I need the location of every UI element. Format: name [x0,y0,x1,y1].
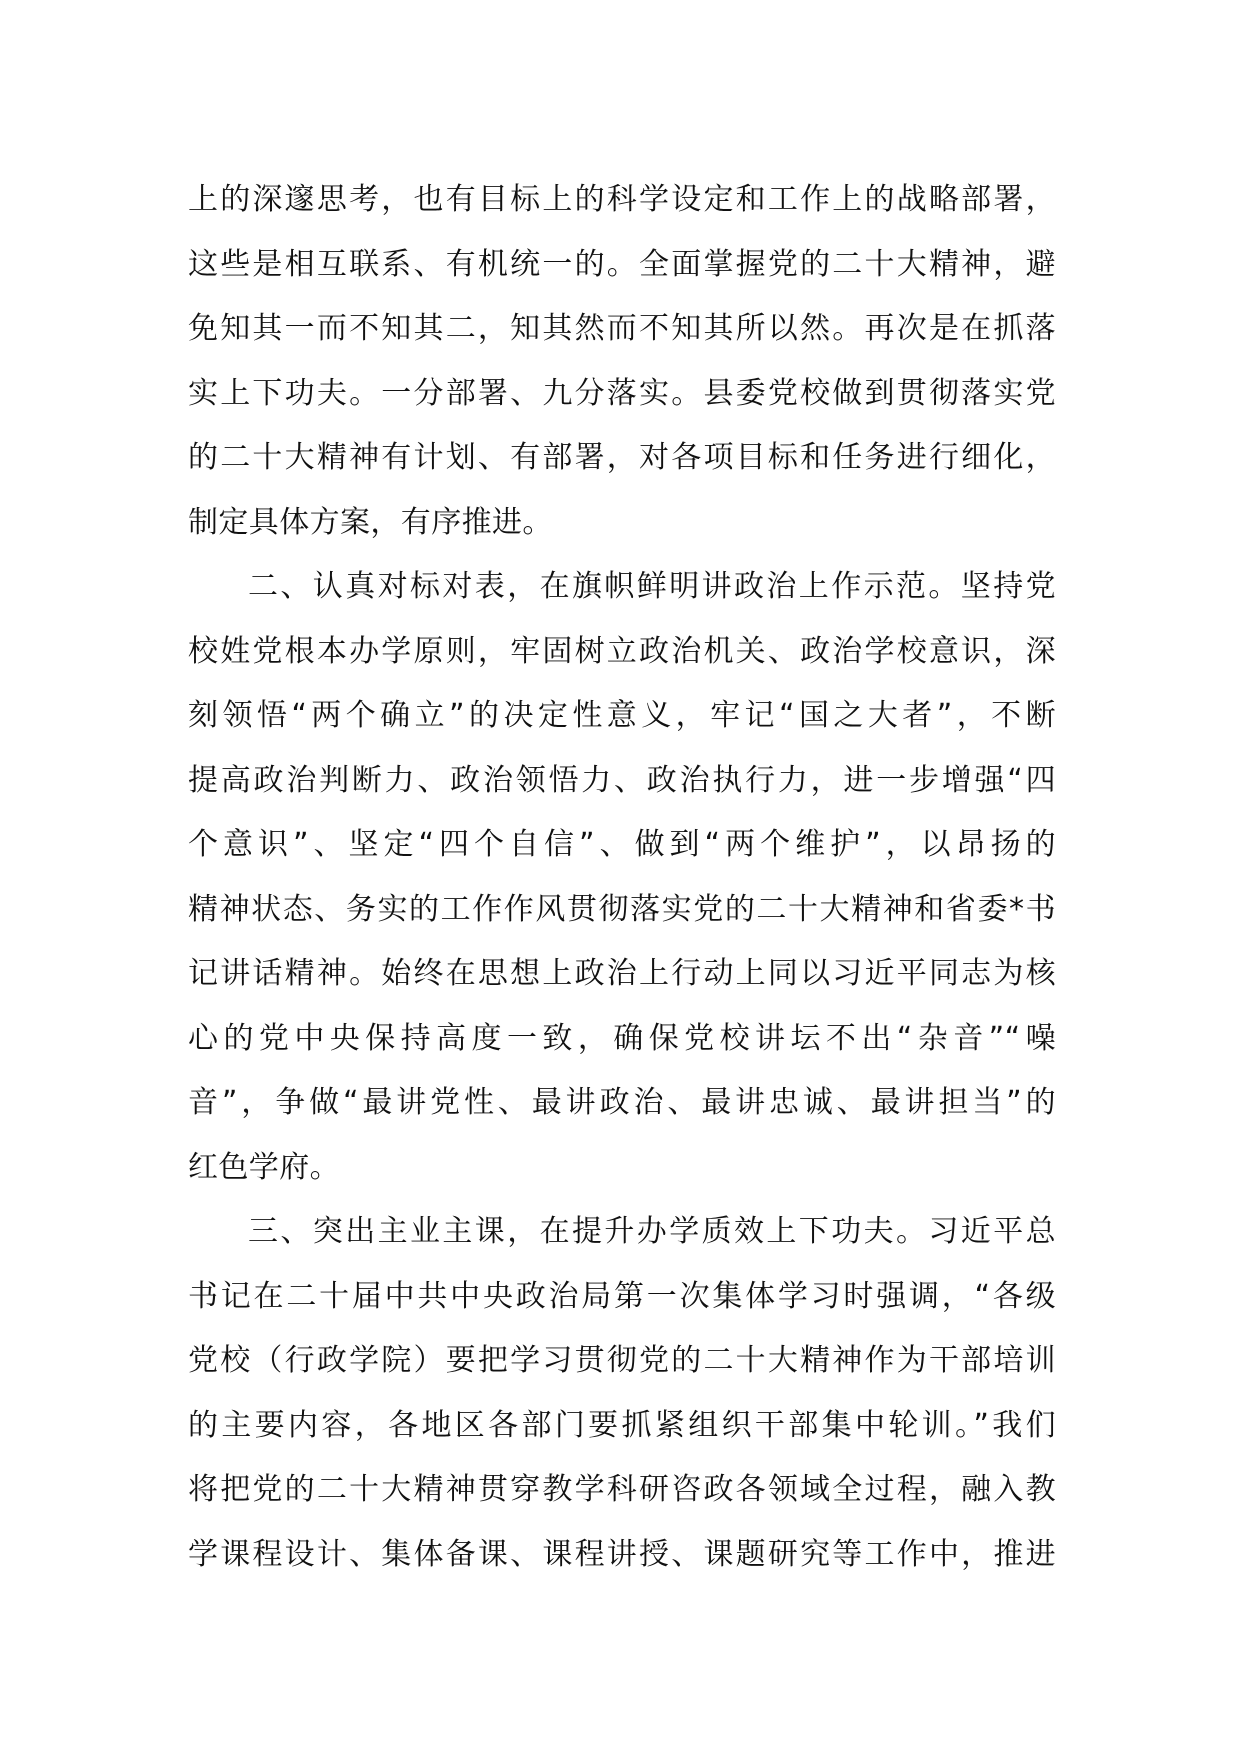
text-line: 党校（行政学院）要把学习贯彻党的二十大精神作为干部培训 [188,1343,1056,1378]
text-line: 音”，争做“最讲党性、最讲政治、最讲忠诚、最讲担当”的 [188,1085,1056,1120]
text-line: 红色学府。 [188,1149,340,1185]
text-line: 的二十大精神有计划、有部署，对各项目标和任务进行细化， [188,440,1056,475]
text-line: 免知其一而不知其二，知其然而不知其所以然。再次是在抓落 [188,311,1056,346]
text-line: 将把党的二十大精神贯穿教学科研咨政各领域全过程，融入教 [188,1472,1056,1507]
text-line: 校姓党根本办学原则，牢固树立政治机关、政治学校意识，深 [188,633,1056,669]
text-line: 上的深邃思考，也有目标上的科学设定和工作上的战略部署， [188,182,1056,217]
text-line: 这些是相互联系、有机统一的。全面掌握党的二十大精神，避 [188,246,1056,282]
text-line: 书记在二十届中共中央政治局第一次集体学习时强调，“各级 [188,1278,1056,1314]
text-line: 三、突出主业主课，在提升办学质效上下功夫。习近平总 [248,1214,1056,1249]
text-line: 刻领悟“两个确立”的决定性意义，牢记“国之大者”，不断 [188,698,1056,733]
text-line: 的主要内容，各地区各部门要抓紧组织干部集中轮训。”我们 [188,1407,1056,1443]
text-line: 个意识”、坚定“四个自信”、做到“两个维护”，以昂扬的 [188,827,1056,862]
body-text [188,168,1056,1587]
text-line: 心的党中央保持高度一致，确保党校讲坛不出“杂音”“噪 [188,1020,1056,1056]
text-line: 学课程设计、集体备课、课程讲授、课题研究等工作中，推进 [188,1536,1056,1572]
text-line: 记讲话精神。始终在思想上政治上行动上同以习近平同志为核 [188,956,1056,991]
text-line: 二、认真对标对表，在旗帜鲜明讲政治上作示范。坚持党 [248,569,1056,604]
text-line: 制定具体方案，有序推进。 [188,504,553,540]
text-line: 实上下功夫。一分部署、九分落实。县委党校做到贯彻落实党 [188,375,1056,411]
text-line: 精神状态、务实的工作作风贯彻落实党的二十大精神和省委*书 [188,891,1056,927]
text-line: 提高政治判断力、政治领悟力、政治执行力，进一步增强“四 [188,762,1056,798]
